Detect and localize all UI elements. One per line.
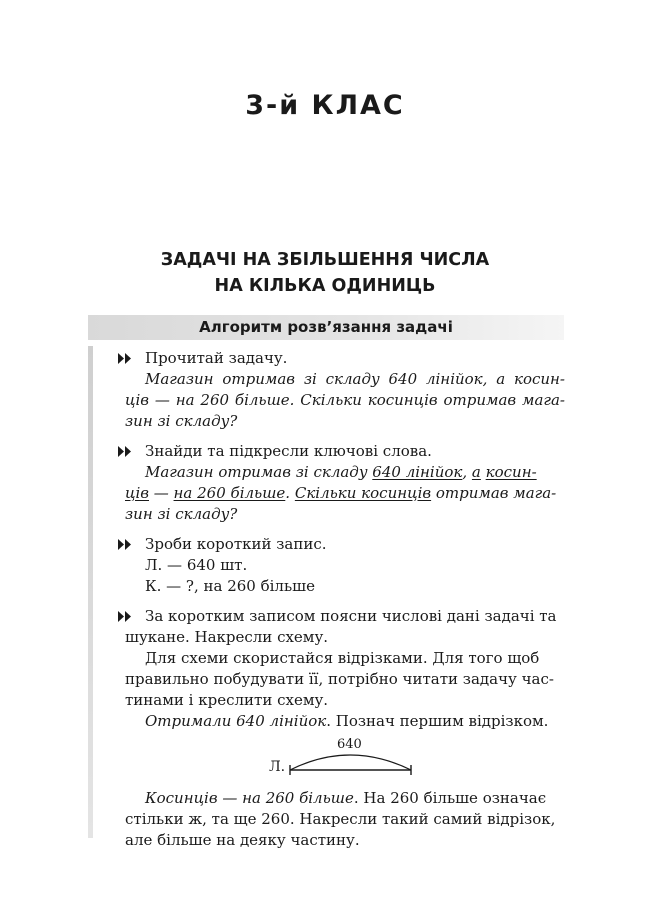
plain-text: Магазин отримав зі складу (145, 463, 373, 481)
record-line: Л. — 640 шт. (145, 556, 248, 574)
step-3-instruction: Зроби короткий запис. (145, 535, 327, 553)
keyword: 640 лінійок (372, 463, 463, 481)
segment-label: Л. (269, 759, 286, 775)
section-title-line-1: ЗАДАЧІ НА ЗБІЛЬШЕННЯ ЧИСЛА (160, 250, 490, 270)
chapter-title: 3-й КЛАС (245, 90, 405, 121)
keyword: на 260 більше (173, 484, 286, 502)
task-text-line: ців — на 260 більше. Скільки косинців отримав мага- (125, 391, 565, 409)
double-arrow-right-icon (118, 353, 132, 364)
task-text-line: Магазин отримав зі складу 640 лінійок, а косин- (145, 370, 565, 388)
keyword: ців (125, 484, 149, 502)
keyword: Скільки косинців (294, 484, 432, 502)
section-title-line-2: НА КІЛЬКА ОДИНИЦЬ (214, 276, 436, 296)
step-4-text-line: За коротким записом поясни числові дані задачі та (145, 607, 557, 625)
step-2-instruction: Знайди та підкресли ключові слова. (145, 442, 432, 460)
plain-text: отримав мага- (431, 484, 557, 502)
keyword: косин- (485, 463, 537, 481)
segment-diagram (145, 738, 565, 780)
plain-text: . Познач першим відрізком. (326, 712, 549, 730)
step-4-text-line: стільки ж, та ще 260. Накресли такий самий відрізок, (125, 810, 556, 828)
side-rule (88, 346, 93, 838)
step-4-text-line (145, 711, 565, 732)
double-arrow-right-icon (118, 446, 132, 457)
plain-text: . На 260 більше означає (353, 789, 547, 807)
section-title (0, 247, 650, 299)
double-arrow-right-icon (118, 611, 132, 622)
algorithm-header (88, 315, 564, 340)
task-text-line (125, 483, 565, 504)
task-text-line (145, 462, 565, 483)
step-short-record (145, 534, 565, 597)
step-underline-keywords (125, 441, 565, 525)
step-4-text-line: тинами і креслити схему. (125, 691, 329, 709)
step-4-text-line: але більше на деяку частину. (125, 831, 360, 849)
record-line: К. — ?, на 260 більше (145, 577, 315, 595)
task-text-line: зин зі складу? (125, 505, 238, 523)
algorithm-steps (125, 348, 565, 860)
segment-value: 640 (337, 737, 362, 752)
brace-arc (290, 755, 411, 770)
italic-fragment: Косинців — на 260 більше (145, 789, 354, 807)
step-4-text-line (145, 788, 565, 809)
step-4-text-line: правильно побудувати її, потрібно читати задачу час- (125, 670, 554, 688)
double-arrow-right-icon (118, 539, 132, 550)
italic-fragment: Отримали 640 лінійок (145, 712, 327, 730)
step-read-task (125, 348, 565, 432)
step-draw-scheme (125, 606, 565, 851)
plain-text: , (462, 463, 472, 481)
step-4-text-line: Для схеми скористайся відрізками. Для того щоб (145, 649, 540, 667)
algorithm-title: Алгоритм розв’язання задачі (199, 318, 453, 336)
task-text-line: зин зі складу? (125, 412, 238, 430)
plain-text: — (149, 484, 174, 502)
step-1-instruction: Прочитай задачу. (145, 349, 288, 367)
keyword: а (471, 463, 481, 481)
step-4-text-line: шукане. Накресли схему. (125, 628, 329, 646)
plain-text: . (285, 484, 295, 502)
